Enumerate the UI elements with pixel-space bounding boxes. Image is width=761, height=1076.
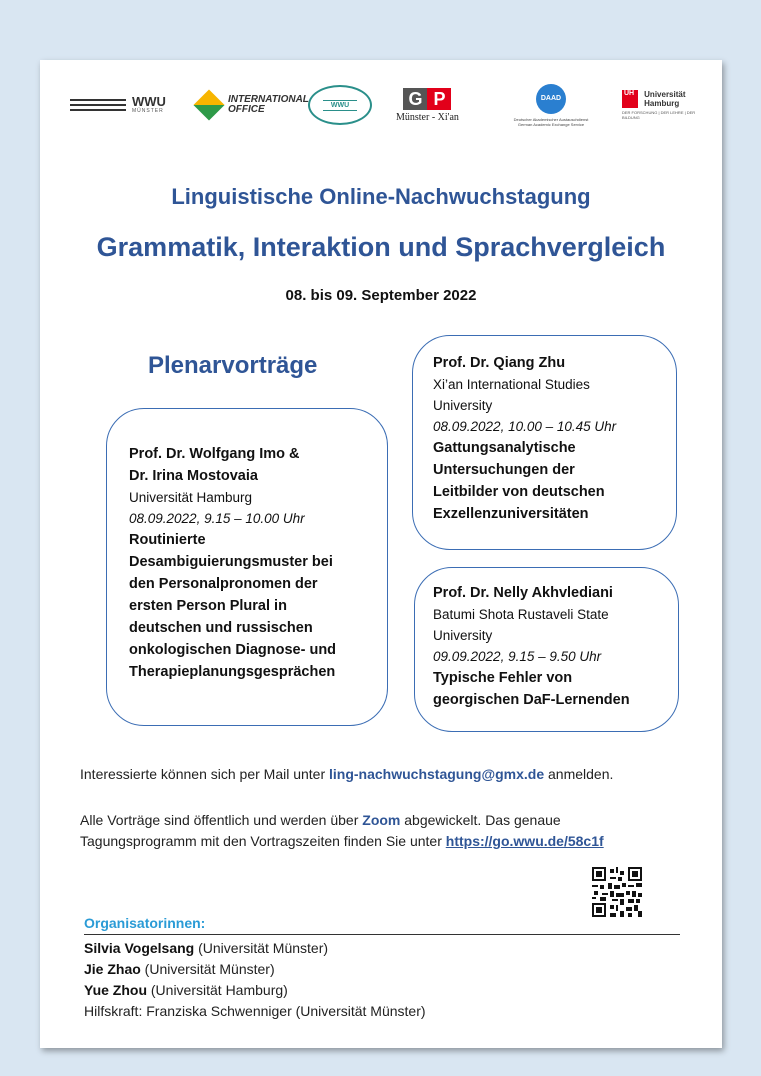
talk-topic: Desambiguierungsmuster bei bbox=[129, 554, 333, 570]
talk-university: Xi’an International Studies bbox=[433, 377, 590, 392]
registration-text: Interessierte können sich per Mail unter bbox=[80, 766, 330, 782]
io-line1: INTERNATIONAL bbox=[228, 94, 309, 105]
zoom-text: Alle Vorträge sind öffentlich und werden über bbox=[80, 812, 363, 828]
logo-bar bbox=[66, 82, 706, 132]
talk-university: Universität Hamburg bbox=[129, 490, 253, 505]
organizers-list bbox=[84, 938, 426, 1022]
talk-topic: deutschen und russischen bbox=[129, 620, 313, 636]
daad-mark: DAAD bbox=[536, 84, 566, 114]
seal-text: WWU bbox=[323, 100, 357, 111]
organizers-divider bbox=[84, 934, 680, 935]
talk-topic: Gattungsanalytische bbox=[433, 440, 576, 456]
talk-box-imo-mostovaia bbox=[106, 408, 388, 726]
daad-sub: Deutscher Akademischer Austauschdienst German Academic Exchange Service bbox=[513, 116, 589, 127]
organizer-name: Silvia Vogelsang bbox=[84, 940, 195, 956]
talk-topic: den Personalpronomen der bbox=[129, 576, 318, 592]
talk-speaker: Prof. Dr. Wolfgang Imo & bbox=[129, 446, 300, 462]
plenary-heading: Plenarvorträge bbox=[148, 352, 318, 379]
program-text: Tagungsprogramm mit den Vortragszeiten finden Sie unter bbox=[80, 833, 446, 849]
talk-speaker: Prof. Dr. Qiang Zhu bbox=[433, 355, 566, 371]
talk-topic: Typische Fehler von bbox=[433, 670, 573, 686]
organizer-name: Jie Zhao bbox=[84, 961, 141, 977]
gp-letter-p: P bbox=[427, 88, 451, 110]
talk-university: University bbox=[433, 398, 493, 413]
seal-icon bbox=[308, 85, 372, 125]
gp-sub: Münster - Xi'an bbox=[396, 111, 459, 123]
talk-speaker: Dr. Irina Mostovaia bbox=[129, 468, 258, 484]
organizer-item bbox=[84, 938, 426, 959]
uhh-sub: DER FORSCHUNG | DER LEHRE | DER BILDUNG bbox=[622, 110, 696, 120]
title-line-1: Linguistische Online-Nachwuchstagung bbox=[171, 184, 591, 209]
seal-logo bbox=[308, 82, 372, 128]
talk-time: 08.09.2022, 9.15 – 10.00 Uhr bbox=[129, 511, 305, 526]
wwu-logo bbox=[70, 82, 166, 128]
talk-topic: Untersuchungen der bbox=[433, 462, 575, 478]
daad-logo bbox=[506, 82, 596, 128]
program-info bbox=[80, 810, 700, 852]
wwu-logo-text: WWU bbox=[132, 94, 166, 109]
organizer-item bbox=[84, 959, 426, 980]
registration-email-link[interactable]: ling-nachwuchstagung@gmx.de bbox=[329, 766, 545, 782]
gp-letter-g: G bbox=[403, 88, 427, 110]
talk-topic: onkologischen Diagnose- und bbox=[129, 642, 337, 658]
io-line2: OFFICE bbox=[228, 104, 265, 115]
international-office-logo bbox=[198, 82, 309, 128]
program-url-link[interactable]: https://go.wwu.de/58c1f bbox=[445, 833, 604, 849]
talk-university: University bbox=[433, 628, 493, 643]
talk-speaker: Prof. Dr. Nelly Akhvlediani bbox=[433, 585, 613, 601]
wwu-logo-sub: MÜNSTER bbox=[132, 108, 164, 114]
registration-info bbox=[80, 764, 613, 785]
talk-topic: georgischen DaF-Lernenden bbox=[433, 692, 630, 708]
talk-topic: Therapieplanungsgesprächen bbox=[129, 664, 336, 680]
talk-topic: Exzellenzuniversitäten bbox=[433, 506, 589, 522]
title-line-2: Grammatik, Interaktion und Sprachvergleich bbox=[96, 232, 666, 262]
organizer-affiliation: (Universität Hamburg) bbox=[147, 982, 288, 998]
wwu-lines-icon bbox=[70, 99, 126, 111]
organizers-heading: Organisatorinnen: bbox=[84, 915, 206, 931]
talk-box-akhvlediani bbox=[414, 567, 679, 732]
qr-code-icon bbox=[592, 867, 642, 917]
organizer-name: Yue Zhou bbox=[84, 982, 147, 998]
poster-page bbox=[40, 60, 722, 1048]
organizer-affiliation: (Universität Münster) bbox=[140, 961, 275, 977]
talk-university: Batumi Shota Rustaveli State bbox=[433, 607, 609, 622]
talk-time: 08.09.2022, 10.00 – 10.45 Uhr bbox=[433, 419, 617, 434]
zoom-text-end: abgewickelt. Das genaue bbox=[400, 812, 561, 828]
gp-logo bbox=[396, 82, 459, 128]
talk-topic: Routinierte bbox=[129, 532, 206, 548]
uhh-mark: UH bbox=[622, 90, 638, 108]
organizer-item bbox=[84, 980, 426, 1001]
talk-time: 09.09.2022, 9.15 – 9.50 Uhr bbox=[433, 649, 602, 664]
uhh-logo bbox=[622, 82, 706, 128]
zoom-word: Zoom bbox=[362, 812, 401, 828]
diamond-icon bbox=[193, 89, 224, 120]
assistant-item: Hilfskraft: Franziska Schwenniger (Universität Münster) bbox=[84, 1003, 426, 1019]
registration-text-end: anmelden. bbox=[544, 766, 614, 782]
talk-topic: ersten Person Plural in bbox=[129, 598, 287, 614]
uhh-name: Universität Hamburg bbox=[644, 90, 686, 108]
talk-box-zhu bbox=[412, 335, 677, 550]
talk-topic: Leitbilder von deutschen bbox=[433, 484, 605, 500]
conference-date: 08. bis 09. September 2022 bbox=[285, 287, 477, 304]
organizer-affiliation: (Universität Münster) bbox=[194, 940, 329, 956]
